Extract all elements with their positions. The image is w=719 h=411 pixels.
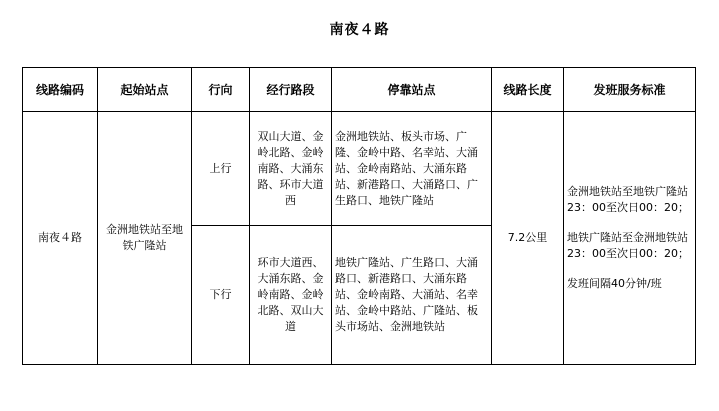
header-stops: 停靠站点 xyxy=(332,68,492,112)
start-end-cell: 金洲地铁站至地铁广隆站 xyxy=(98,112,192,365)
table-row-up xyxy=(23,112,696,226)
header-route-code: 线路编码 xyxy=(23,68,98,112)
service-interval: 发班间隔40分钟/班 xyxy=(567,277,662,290)
header-service: 发班服务标准 xyxy=(564,68,696,112)
header-length: 线路长度 xyxy=(492,68,564,112)
header-start-end: 起始站点 xyxy=(98,68,192,112)
stops-down-cell: 地铁广隆站、广生路口、大涌路口、新港路口、大涌东路站、金岭南路、大涌站、名幸站、金岭中路站、广隆站、板头市场站、金洲地铁站 xyxy=(332,226,492,365)
service-line-backward: 地铁广隆站至金洲地铁站23：00至次日00：20； xyxy=(567,231,689,260)
length-cell: 7.2公里 xyxy=(492,112,564,365)
header-row xyxy=(23,68,696,112)
header-direction: 行向 xyxy=(192,68,250,112)
direction-up-cell: 上行 xyxy=(192,112,250,226)
service-cell xyxy=(564,112,696,365)
header-route-roads: 经行路段 xyxy=(250,68,332,112)
service-line-forward: 金洲地铁站至地铁广隆站23：00至次日00：20； xyxy=(567,185,689,214)
page-title: 南夜４路 xyxy=(329,22,390,38)
roads-down-cell: 环市大道西、大涌东路、金岭南路、金岭北路、双山大道 xyxy=(250,226,332,365)
direction-down-cell: 下行 xyxy=(192,226,250,365)
route-code-cell: 南夜４路 xyxy=(23,112,98,365)
stops-up-cell: 金洲地铁站、板头市场、广隆、金岭中路、名幸站、大涌站、金岭南路站、大涌东路站、新港路口、大涌路口、广生路口、地铁广隆站 xyxy=(332,112,492,226)
roads-up-cell: 双山大道、金岭北路、金岭南路、大涌东路、环市大道西 xyxy=(250,112,332,226)
route-table xyxy=(22,67,696,365)
